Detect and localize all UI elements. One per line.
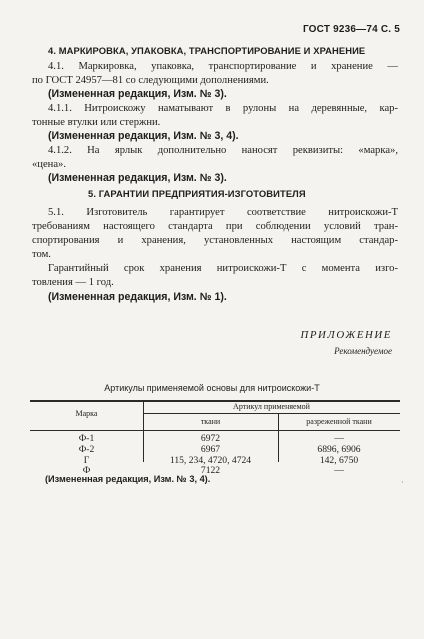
header-sub-rule xyxy=(143,413,400,414)
header-mark: Марка xyxy=(75,409,98,418)
paragraph-warranty-cont: товления — 1 год. xyxy=(32,277,114,288)
table-cell: 6967 xyxy=(200,443,221,455)
table-cell: Ф xyxy=(82,465,91,477)
paragraph-4-1-1-cont: тонные втулки или стержни. xyxy=(32,117,161,128)
table-cell: — xyxy=(334,433,344,444)
page-header: ГОСТ 9236—74 С. 5 xyxy=(302,24,400,35)
table-cell: 7122 xyxy=(200,465,221,477)
paragraph-4-1 xyxy=(48,60,398,74)
paragraph-4-1-2-cont: «цена». xyxy=(32,159,66,170)
paragraph-5-1 xyxy=(48,206,398,220)
text-line: требованиям настоящего стандарта при соблюдении условий тран- xyxy=(32,221,398,232)
base-articles-table xyxy=(30,400,400,477)
table-cell: 115, 234, 4720, 4724 xyxy=(169,454,252,466)
text-line: 4.1. Маркировка, упаковка, транспортирование и хранение — xyxy=(48,61,398,72)
amendment-note: (Измененная редакция, Изм. № 3). xyxy=(48,88,227,100)
text-line: спортирования и хранения, установленных настоящим стандар- xyxy=(32,235,398,247)
text-line: 4.1.2. На ярлык дополнительно наносят реквизиты: «марка», xyxy=(48,145,398,156)
appendix-title: ПРИЛОЖЕНИЕ xyxy=(300,329,392,341)
table-cell: 6972 xyxy=(200,433,221,444)
section-4-title: 4. МАРКИРОВКА, УПАКОВКА, ТРАНСПОРТИРОВАНИЕ И ХРАНЕНИЕ xyxy=(48,45,366,56)
paragraph-4-1-2 xyxy=(48,144,398,158)
amendment-note: (Измененная редакция, Изм. № 3, 4). xyxy=(48,130,239,142)
table-cell: 142, 6750 xyxy=(319,454,359,466)
paragraph-warranty xyxy=(48,262,398,276)
table-col-sparse xyxy=(278,434,400,477)
table-cell: Ф-1 xyxy=(78,433,95,444)
table-cell: 6896, 6906 xyxy=(317,443,361,455)
table-col-fabric xyxy=(143,434,278,477)
table-amendment-note: (Измененная редакция, Изм. № 3, 4). xyxy=(45,474,211,484)
table-row-mark xyxy=(30,434,143,477)
appendix-note: Рекомендуемое xyxy=(334,346,392,356)
paragraph-4-1-cont: по ГОСТ 24957—81 со следующими дополнениями. xyxy=(32,75,269,86)
text-line: 4.1.1. Нитроискожу наматывают в рулоны на деревянные, кар- xyxy=(48,103,398,114)
scan-mark: · xyxy=(401,478,404,487)
paragraph-4-1-1 xyxy=(48,102,398,116)
header-fabric: ткани xyxy=(200,417,221,426)
text-line: 5.1. Изготовитель гарантирует соответствие нитроискожи-Т xyxy=(48,207,398,218)
table-cell: Ф-2 xyxy=(78,443,95,455)
text-line: том. xyxy=(32,249,51,261)
header-sparse-fabric: разреженной ткани xyxy=(306,417,372,426)
table-cell: Г xyxy=(83,454,90,466)
paragraph-5-1-cont xyxy=(32,220,398,263)
header-bottom-rule xyxy=(30,430,400,431)
text-line: Гарантийный срок хранения нитроискожи-Т с момента изго- xyxy=(48,263,398,274)
table-cell: — xyxy=(334,465,344,477)
section-5-title: 5. ГАРАНТИИ ПРЕДПРИЯТИЯ-ИЗГОТОВИТЕЛЯ xyxy=(88,188,306,199)
table-caption: Артикулы применяемой основы для нитроискожи-Т xyxy=(104,383,320,393)
amendment-note: (Измененная редакция, Изм. № 1). xyxy=(48,291,227,303)
amendment-note: (Измененная редакция, Изм. № 3). xyxy=(48,172,227,184)
header-article-group: Артикул применяемой xyxy=(233,402,310,411)
